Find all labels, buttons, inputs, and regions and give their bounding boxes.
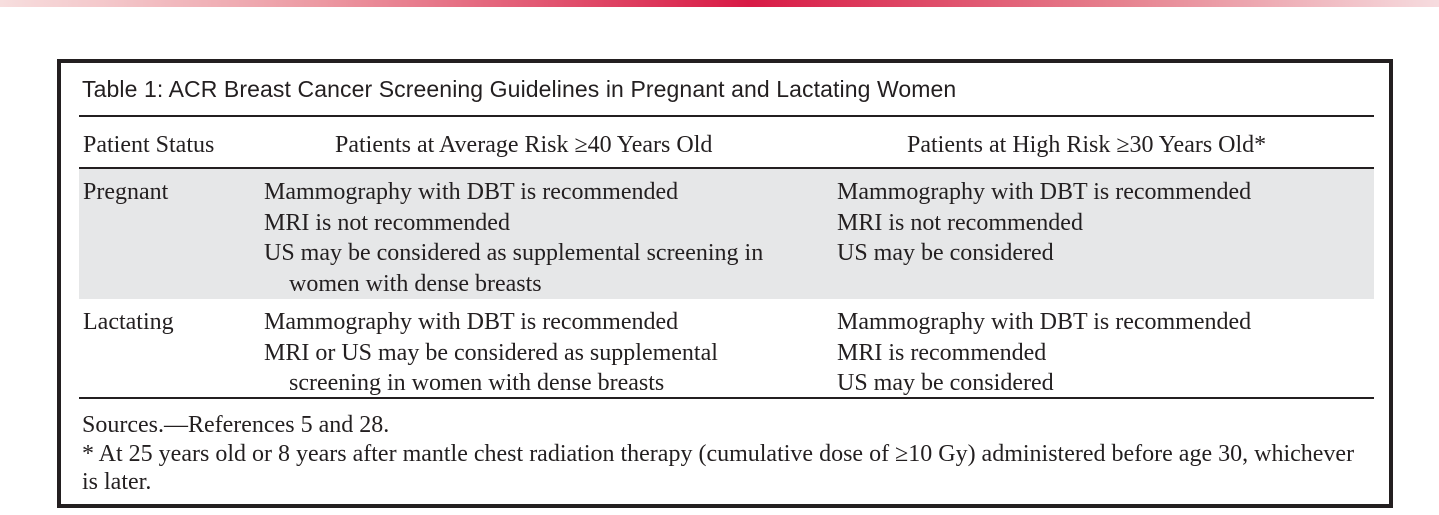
table-title: Table 1: ACR Breast Cancer Screening Guidelines in Pregnant and Lactating Women [82,76,957,102]
asterisk-footnote: * At 25 years old or 8 years after mantle chest radiation therapy (cumulative dose of ≥10 Gy) administered before age 30, whichever is later. [82,440,1355,495]
header-high-risk: Patients at High Risk ≥30 Years Old* [907,132,1267,158]
cell-line: Mammography with DBT is recommended [837,179,1252,205]
table-row-pregnant [79,169,1374,299]
cell-line: MRI is not recommended [264,209,510,236]
row-status-pregnant: Pregnant [83,179,169,205]
header-patient-status: Patient Status [83,132,215,158]
pregnant-average-risk-cell [264,177,834,299]
row-status-lactating: Lactating [83,309,174,335]
top-accent-bar [0,0,1439,7]
cell-line: Mammography with DBT is recommended [264,179,679,205]
lactating-high-risk-cell [837,307,1367,399]
table-header-row [79,116,1374,167]
cell-line: MRI is recommended [837,339,1047,366]
pregnant-high-risk-cell [837,177,1367,269]
lactating-average-risk-cell [264,307,834,399]
cell-line: Mammography with DBT is recommended [837,309,1252,335]
cell-line: MRI or US may be considered as supplemental [264,339,718,366]
table-footnotes [82,411,1372,497]
cell-line: US may be considered [837,240,1054,266]
cell-line: US may be considered as supplemental screening in [264,240,764,266]
body-bottom-rule [79,397,1374,399]
cell-line: screening in women with dense breasts [289,370,665,396]
sources-note: Sources.—References 5 and 28. [82,412,390,438]
cell-line: Mammography with DBT is recommended [264,309,679,335]
cell-line: women with dense breasts [289,270,542,297]
table-frame [57,59,1393,508]
header-average-risk: Patients at Average Risk ≥40 Years Old [335,132,713,158]
cell-line: US may be considered [837,370,1054,396]
cell-line: MRI is not recommended [837,209,1083,236]
table-row-lactating [79,299,1374,397]
